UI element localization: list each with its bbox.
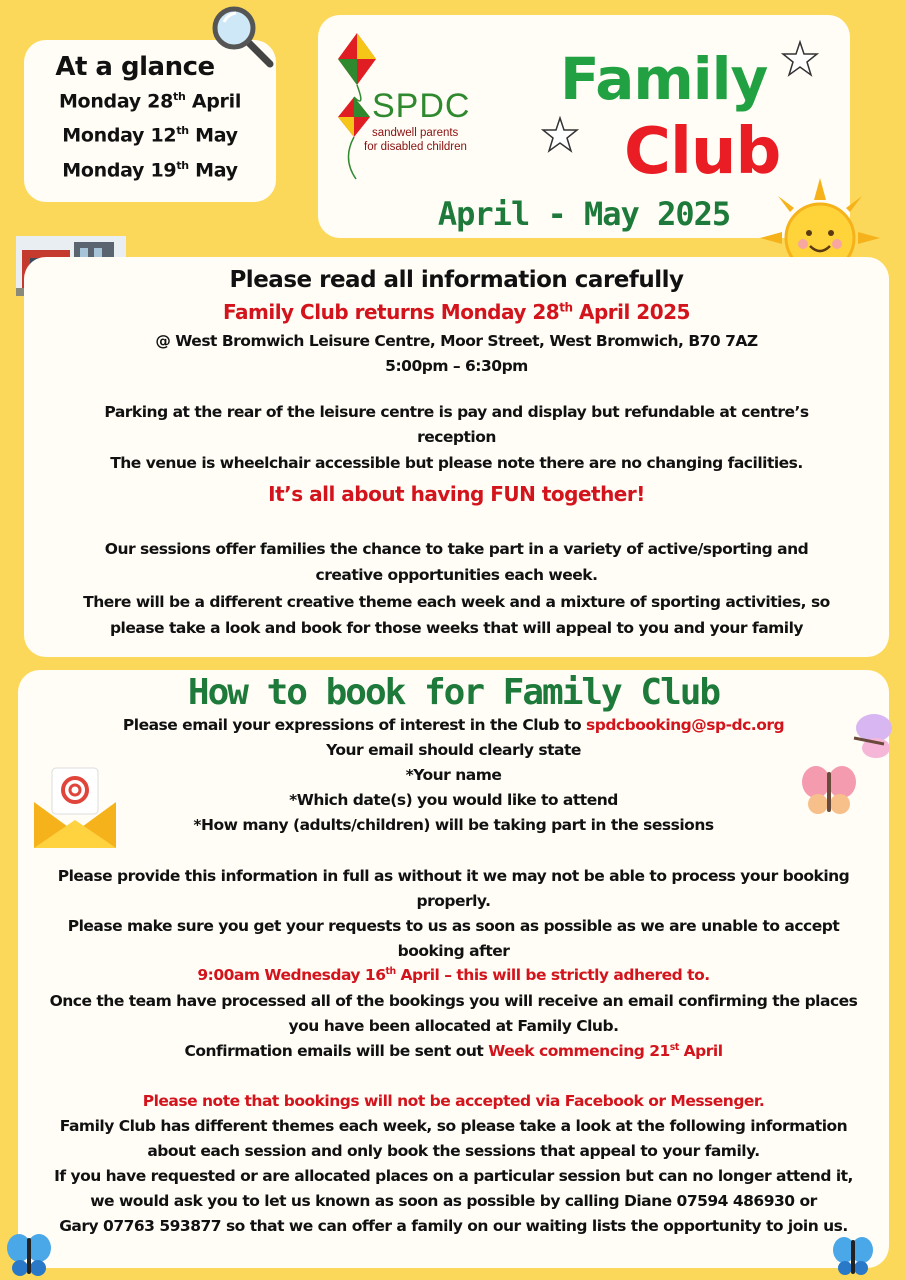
asap-info-2: booking after — [397, 942, 510, 960]
facebook-notice: Please note that bookings will not be accepted via Facebook or Messenger. — [142, 1092, 765, 1110]
booking-title: How to book for Family Club — [187, 672, 720, 713]
sessions-info-1: Our sessions offer families the chance to take part in a variety of active/sporting and — [104, 540, 809, 558]
confirmation-info: Confirmation emails will be sent out Week commencing 21st April — [184, 1042, 723, 1061]
venue-address: @ West Bromwich Leisure Centre, Moor Street, West Bromwich, B70 7AZ — [155, 332, 758, 350]
glance-date-3: Monday 19th May — [62, 158, 238, 181]
star-icon — [540, 115, 580, 155]
magnifier-icon — [206, 0, 276, 70]
butterfly-icon — [798, 760, 860, 822]
glance-date-2: Monday 12th May — [62, 124, 238, 147]
booking-card — [18, 670, 889, 1268]
theme-info-2: please take a look and book for those weeks that will appeal to you and your family — [109, 619, 804, 637]
sessions-info-2: creative opportunities each week. — [315, 566, 598, 584]
booking-email-link[interactable]: spdcbooking@sp-dc.org — [586, 716, 785, 734]
date-range-title: April - May 2025 — [437, 195, 731, 233]
processed-info-1: Once the team have processed all of the bookings you will receive an email confirming the places — [49, 992, 858, 1010]
asap-info-1: Please make sure you get your requests to us as soon as possible as we are unable to accept — [67, 917, 840, 935]
cancel-info-2: we would ask you to let us known as soon as possible by calling Diane 07594 486930 or — [90, 1192, 817, 1210]
returns-date: Family Club returns Monday 28th April 2025 — [223, 300, 690, 324]
spdc-logo-subtitle-2: for disabled children — [364, 141, 467, 153]
email-state: Your email should clearly state — [326, 741, 581, 759]
themes-info-1: Family Club has different themes each week, so please take a look at the following information — [59, 1117, 848, 1135]
butterfly-icon — [830, 1234, 876, 1278]
provide-info-1: Please provide this information in full as without it we may not be able to process your booking — [57, 867, 850, 885]
fun-tagline: It’s all about having FUN together! — [268, 482, 645, 506]
theme-info-1: There will be a different creative theme each week and a mixture of sporting activities, so — [83, 593, 830, 611]
star-icon — [780, 39, 820, 79]
butterfly-icon — [4, 1230, 54, 1278]
email-item-name: *Your name — [405, 766, 502, 784]
email-item-dates: *Which date(s) you would like to attend — [289, 791, 618, 809]
family-club-title-family: Family — [560, 45, 768, 113]
info-heading: Please read all information carefully — [229, 267, 684, 293]
cancel-info-3: Gary 07763 593877 so that we can offer a family on our waiting lists the opportunity to join us. — [59, 1217, 848, 1235]
glance-date-1: Monday 28th April — [58, 90, 242, 113]
processed-info-2: you have been allocated at Family Club. — [288, 1017, 619, 1035]
themes-info-2: about each session and only book the sessions that appeal to your family. — [147, 1142, 760, 1160]
booking-deadline: 9:00am Wednesday 16th April – this will be strictly adhered to. — [197, 966, 710, 985]
parking-info-2: reception — [417, 428, 496, 446]
parking-info-1: Parking at the rear of the leisure centre is pay and display but refundable at centre’s — [104, 403, 809, 421]
spdc-logo-text: SPDC — [372, 87, 471, 125]
session-time: 5:00pm – 6:30pm — [385, 357, 528, 375]
accessibility-info: The venue is wheelchair accessible but please note there are no changing facilities. — [110, 454, 803, 472]
cancel-info-1: If you have requested or are allocated places on a particular session but can no longer attend it, — [54, 1167, 853, 1185]
information-card — [24, 257, 889, 657]
glance-title: At a glance — [55, 52, 215, 82]
email-item-attendees: *How many (adults/children) will be taking part in the sessions — [193, 816, 714, 834]
family-club-title-club: Club — [624, 115, 781, 189]
provide-info-2: properly. — [416, 892, 491, 910]
email-instruction: Please email your expressions of interest in the Club to spdcbooking@sp-dc.org — [122, 716, 785, 734]
email-envelope-icon — [30, 762, 120, 852]
spdc-logo-subtitle-1: sandwell parents — [372, 127, 459, 139]
